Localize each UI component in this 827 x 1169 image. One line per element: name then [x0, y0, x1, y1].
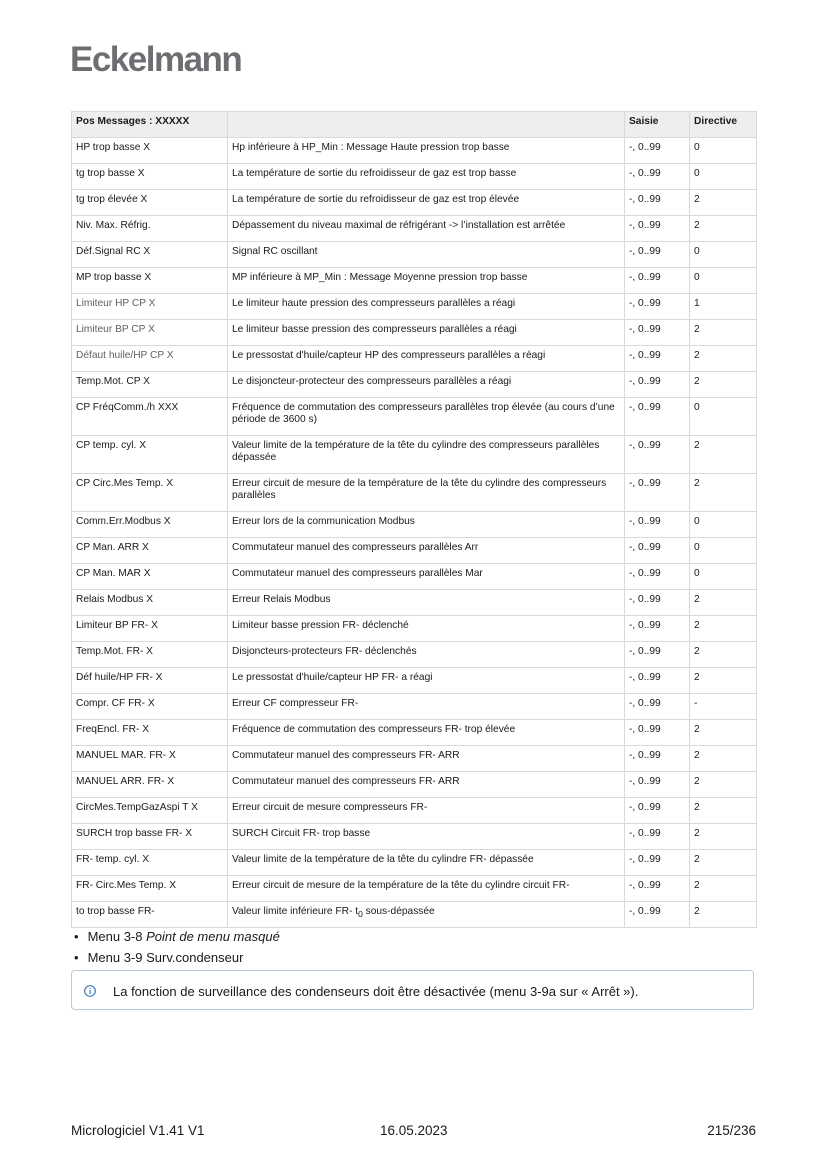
- cell-directive: 1: [690, 294, 757, 320]
- cell-pos: SURCH trop basse FR- X: [72, 824, 228, 850]
- cell-saisie: -, 0..99: [625, 346, 690, 372]
- description-text-end: sous-dépassée: [362, 906, 435, 917]
- cell-saisie: -, 0..99: [625, 824, 690, 850]
- cell-pos: CP FréqComm./h XXX: [72, 398, 228, 436]
- cell-pos: Temp.Mot. FR- X: [72, 642, 228, 668]
- cell-saisie: -, 0..99: [625, 138, 690, 164]
- cell-description: La température de sortie du refroidisseur de gaz est trop basse: [228, 164, 625, 190]
- cell-description: Dépassement du niveau maximal de réfrigérant -> l’installation est arrêtée: [228, 216, 625, 242]
- cell-directive: 0: [690, 242, 757, 268]
- cell-pos: tg trop basse X: [72, 164, 228, 190]
- cell-saisie: -, 0..99: [625, 902, 690, 928]
- cell-description: Erreur circuit de mesure de la température de la tête du cylindre circuit FR-: [228, 876, 625, 902]
- cell-saisie: -, 0..99: [625, 616, 690, 642]
- table-row: [72, 694, 757, 720]
- table-row: [72, 850, 757, 876]
- cell-pos: CP Circ.Mes Temp. X: [72, 474, 228, 512]
- cell-pos: Déf.Signal RC X: [72, 242, 228, 268]
- cell-pos: Niv. Max. Réfrig.: [72, 216, 228, 242]
- cell-pos: to trop basse FR-: [72, 902, 228, 928]
- list-item: [74, 926, 280, 947]
- table-row: [72, 512, 757, 538]
- cell-saisie: -, 0..99: [625, 720, 690, 746]
- cell-description: Erreur Relais Modbus: [228, 590, 625, 616]
- table-row: [72, 798, 757, 824]
- cell-saisie: -, 0..99: [625, 772, 690, 798]
- cell-saisie: -, 0..99: [625, 320, 690, 346]
- table-row: [72, 320, 757, 346]
- table-row: [72, 398, 757, 436]
- cell-pos: Relais Modbus X: [72, 590, 228, 616]
- cell-description: La température de sortie du refroidisseur de gaz est trop élevée: [228, 190, 625, 216]
- table-row: [72, 346, 757, 372]
- cell-pos: HP trop basse X: [72, 138, 228, 164]
- cell-pos: CP temp. cyl. X: [72, 436, 228, 474]
- cell-saisie: -, 0..99: [625, 694, 690, 720]
- cell-directive: 2: [690, 590, 757, 616]
- table-row: [72, 616, 757, 642]
- table-row: [72, 902, 757, 928]
- menu-item-prefix: Menu 3-9: [87, 950, 147, 965]
- table-row: [72, 372, 757, 398]
- cell-pos: tg trop élevée X: [72, 190, 228, 216]
- info-icon: [84, 985, 96, 997]
- cell-directive: 0: [690, 164, 757, 190]
- cell-directive: 0: [690, 398, 757, 436]
- cell-description: Commutateur manuel des compresseurs FR- ARR: [228, 772, 625, 798]
- cell-description: Hp inférieure à HP_Min : Message Haute pression trop basse: [228, 138, 625, 164]
- cell-description: Commutateur manuel des compresseurs parallèles Mar: [228, 564, 625, 590]
- menu-item-prefix: Menu 3-8: [87, 929, 147, 944]
- messages-table: [71, 111, 757, 928]
- table-row: [72, 772, 757, 798]
- cell-pos: Limiteur HP CP X: [72, 294, 228, 320]
- cell-pos: Limiteur BP CP X: [72, 320, 228, 346]
- cell-pos: Déf huile/HP FR- X: [72, 668, 228, 694]
- cell-directive: 0: [690, 138, 757, 164]
- cell-description: Valeur limite de la température de la tête du cylindre des compresseurs parallèles dépassée: [228, 436, 625, 474]
- cell-description: Erreur lors de la communication Modbus: [228, 512, 625, 538]
- cell-description: Erreur circuit de mesure de la température de la tête du cylindre des compresseurs parallèles: [228, 474, 625, 512]
- cell-directive: 2: [690, 372, 757, 398]
- cell-pos: Comm.Err.Modbus X: [72, 512, 228, 538]
- cell-description: Erreur circuit de mesure compresseurs FR-: [228, 798, 625, 824]
- cell-directive: 2: [690, 320, 757, 346]
- cell-directive: 2: [690, 474, 757, 512]
- footer-firmware: Micrologiciel V1.41 V1: [71, 1123, 205, 1138]
- table-row: [72, 268, 757, 294]
- cell-saisie: -, 0..99: [625, 190, 690, 216]
- cell-directive: 2: [690, 190, 757, 216]
- cell-pos: MANUEL MAR. FR- X: [72, 746, 228, 772]
- cell-pos: CircMes.TempGazAspi T X: [72, 798, 228, 824]
- cell-directive: 2: [690, 902, 757, 928]
- cell-description: MP inférieure à MP_Min : Message Moyenne pression trop basse: [228, 268, 625, 294]
- cell-directive: 2: [690, 668, 757, 694]
- cell-saisie: -, 0..99: [625, 268, 690, 294]
- cell-directive: 0: [690, 512, 757, 538]
- column-header-saisie: Saisie: [625, 112, 690, 138]
- cell-directive: 2: [690, 876, 757, 902]
- column-header-directive: Directive: [690, 112, 757, 138]
- cell-saisie: -, 0..99: [625, 668, 690, 694]
- cell-description: Le disjoncteur-protecteur des compresseurs parallèles a réagi: [228, 372, 625, 398]
- cell-pos: FreqEncl. FR- X: [72, 720, 228, 746]
- cell-directive: 2: [690, 642, 757, 668]
- table-row: [72, 190, 757, 216]
- table-row: [72, 876, 757, 902]
- table-row: [72, 294, 757, 320]
- table-row: [72, 164, 757, 190]
- description-text: Valeur limite inférieure FR- t: [232, 906, 359, 917]
- cell-description: Limiteur basse pression FR- déclenché: [228, 616, 625, 642]
- cell-description: SURCH Circuit FR- trop basse: [228, 824, 625, 850]
- cell-directive: 2: [690, 798, 757, 824]
- cell-directive: 2: [690, 824, 757, 850]
- table-row: [72, 746, 757, 772]
- cell-description: Commutateur manuel des compresseurs FR- ARR: [228, 746, 625, 772]
- menu-item-text: Point de menu masqué: [146, 929, 280, 944]
- cell-saisie: -, 0..99: [625, 372, 690, 398]
- table-row: [72, 824, 757, 850]
- cell-pos: CP Man. MAR X: [72, 564, 228, 590]
- cell-directive: 2: [690, 850, 757, 876]
- cell-description: Le limiteur basse pression des compresseurs parallèles a réagi: [228, 320, 625, 346]
- table-row: [72, 642, 757, 668]
- menu-item-text: Surv.condenseur: [146, 950, 244, 965]
- cell-saisie: -, 0..99: [625, 538, 690, 564]
- cell-directive: 2: [690, 772, 757, 798]
- cell-directive: 2: [690, 746, 757, 772]
- cell-pos: MP trop basse X: [72, 268, 228, 294]
- cell-directive: 2: [690, 436, 757, 474]
- cell-description: Le pressostat d'huile/capteur HP des compresseurs parallèles a réagi: [228, 346, 625, 372]
- column-header-description: [228, 112, 625, 138]
- table-row: [72, 474, 757, 512]
- table-row: [72, 138, 757, 164]
- cell-saisie: -, 0..99: [625, 798, 690, 824]
- cell-saisie: -, 0..99: [625, 876, 690, 902]
- table-row: [72, 436, 757, 474]
- footer-page-number: 215/236: [707, 1123, 756, 1138]
- cell-pos: FR- Circ.Mes Temp. X: [72, 876, 228, 902]
- cell-saisie: -, 0..99: [625, 398, 690, 436]
- cell-saisie: -, 0..99: [625, 850, 690, 876]
- cell-pos: Défaut huile/HP CP X: [72, 346, 228, 372]
- cell-description: Le limiteur haute pression des compresseurs parallèles a réagi: [228, 294, 625, 320]
- cell-saisie: -, 0..99: [625, 590, 690, 616]
- list-item: [74, 947, 280, 968]
- cell-description: Fréquence de commutation des compresseurs parallèles trop élevée (au cours d’une période de 3600 s): [228, 398, 625, 436]
- cell-directive: 0: [690, 538, 757, 564]
- cell-description: Fréquence de commutation des compresseurs FR- trop élevée: [228, 720, 625, 746]
- cell-pos: MANUEL ARR. FR- X: [72, 772, 228, 798]
- cell-pos: CP Man. ARR X: [72, 538, 228, 564]
- cell-description: Disjoncteurs-protecteurs FR- déclenchés: [228, 642, 625, 668]
- column-header-pos: Pos Messages : XXXXX: [72, 112, 228, 138]
- cell-saisie: -, 0..99: [625, 294, 690, 320]
- table-row: [72, 564, 757, 590]
- cell-directive: -: [690, 694, 757, 720]
- table-row: [72, 216, 757, 242]
- table-row: [72, 720, 757, 746]
- cell-saisie: -, 0..99: [625, 474, 690, 512]
- cell-saisie: -, 0..99: [625, 242, 690, 268]
- menu-list: [74, 926, 280, 968]
- table-row: [72, 590, 757, 616]
- cell-pos: Limiteur BP FR- X: [72, 616, 228, 642]
- cell-saisie: -, 0..99: [625, 436, 690, 474]
- table-row: [72, 668, 757, 694]
- cell-directive: 2: [690, 346, 757, 372]
- cell-pos: Temp.Mot. CP X: [72, 372, 228, 398]
- cell-saisie: -, 0..99: [625, 164, 690, 190]
- cell-saisie: -, 0..99: [625, 216, 690, 242]
- cell-pos: Compr. CF FR- X: [72, 694, 228, 720]
- cell-saisie: -, 0..99: [625, 642, 690, 668]
- cell-description: Signal RC oscillant: [228, 242, 625, 268]
- cell-directive: 0: [690, 564, 757, 590]
- note-text: La fonction de surveillance des condenseurs doit être désactivée (menu 3-9a sur « Arrêt »).: [113, 984, 639, 999]
- subscript-text: 0: [358, 909, 363, 920]
- cell-description: Erreur CF compresseur FR-: [228, 694, 625, 720]
- cell-directive: 0: [690, 268, 757, 294]
- cell-description: [228, 902, 625, 928]
- cell-saisie: -, 0..99: [625, 512, 690, 538]
- cell-description: Le pressostat d'huile/capteur HP FR- a réagi: [228, 668, 625, 694]
- info-note: [71, 970, 754, 1010]
- cell-description: Commutateur manuel des compresseurs parallèles Arr: [228, 538, 625, 564]
- cell-saisie: -, 0..99: [625, 746, 690, 772]
- table-row: [72, 242, 757, 268]
- table-header-row: [72, 112, 757, 138]
- cell-directive: 2: [690, 216, 757, 242]
- cell-saisie: -, 0..99: [625, 564, 690, 590]
- footer-date: 16.05.2023: [380, 1123, 448, 1138]
- table-row: [72, 538, 757, 564]
- cell-pos: FR- temp. cyl. X: [72, 850, 228, 876]
- company-logo: Eckelmann: [70, 40, 242, 79]
- cell-description: Valeur limite de la température de la tête du cylindre FR- dépassée: [228, 850, 625, 876]
- cell-directive: 2: [690, 720, 757, 746]
- cell-directive: 2: [690, 616, 757, 642]
